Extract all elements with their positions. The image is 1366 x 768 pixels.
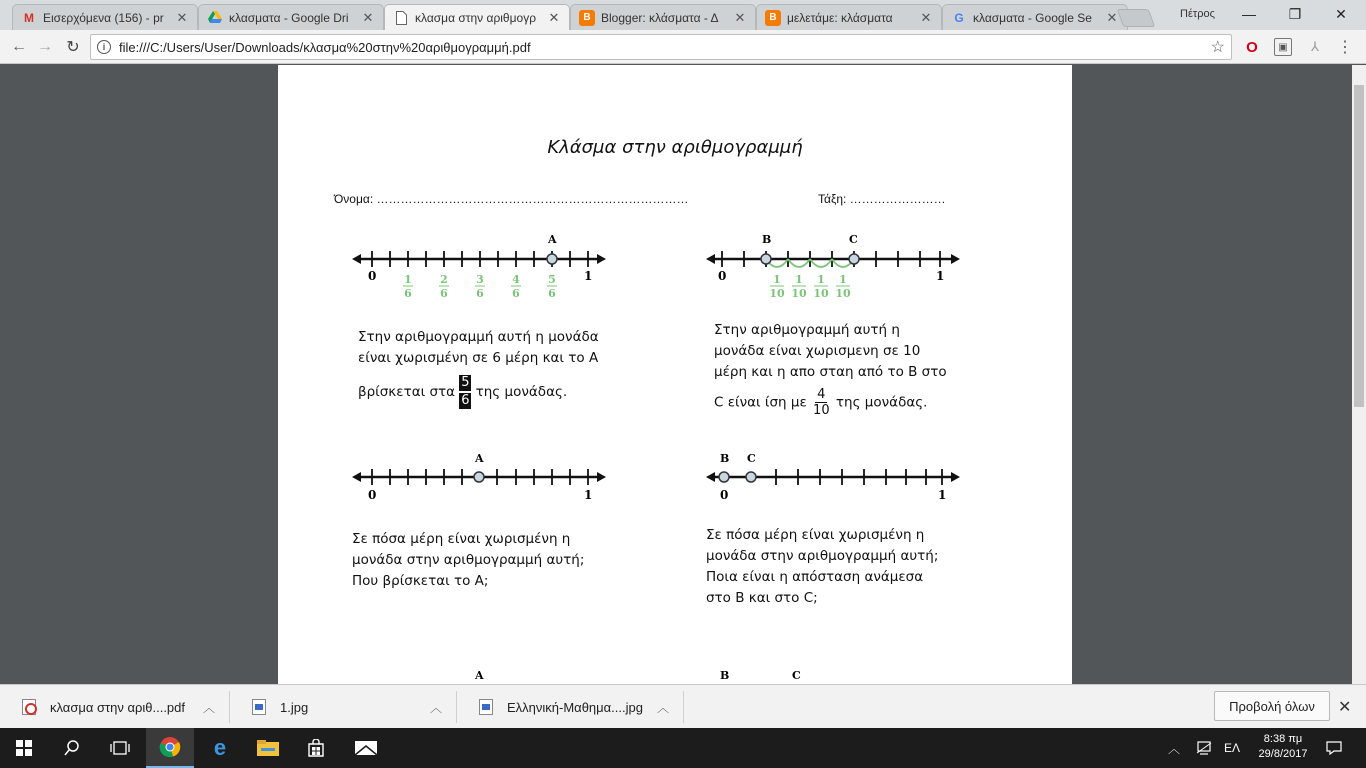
download-item-pdf[interactable] <box>0 691 230 723</box>
menu-icon[interactable]: ⋮ <box>1337 39 1353 56</box>
fraction-denominator: 6 <box>512 287 520 300</box>
start-label: 0 <box>368 269 377 283</box>
text-line: μέρη και η απο σταη από το Β στο <box>714 364 947 380</box>
text-line: C είναι ίση με <box>714 394 807 411</box>
date: 29/8/2017 <box>1258 748 1308 760</box>
blogger-icon: B <box>765 10 781 26</box>
tab-blogger-1[interactable] <box>570 4 756 30</box>
text-line: της μονάδας. <box>475 384 568 400</box>
search-icon[interactable] <box>48 728 96 768</box>
name-field: Όνομα: …………………………………………………………………… <box>334 192 689 206</box>
text-line: Στην αριθμογραμμή αυτή η <box>714 322 900 338</box>
text-line: βρίσκεται στα <box>358 384 456 400</box>
text-line: στο Β και στο C; <box>706 590 818 606</box>
fraction-numerator: 1 <box>795 273 803 286</box>
pdf-extension-icon[interactable]: ⅄ <box>1311 39 1319 54</box>
close-icon[interactable]: ✕ <box>548 10 560 25</box>
scrollbar-thumb[interactable] <box>1354 85 1364 407</box>
point-a-marker <box>474 472 484 482</box>
text-line: Σε πόσα μέρη είναι χωρισμένη η <box>352 531 571 547</box>
tab-title: κλασματα - Google Se <box>973 10 1092 25</box>
fraction-numerator: 2 <box>440 273 448 286</box>
chevron-up-icon[interactable]: ︿ <box>656 700 669 715</box>
fraction-denominator: 10 <box>813 287 829 300</box>
text-line: μονάδα στην αριθμογραμμή αυτή; <box>352 552 585 568</box>
image-file-icon <box>479 699 493 715</box>
info-icon[interactable]: i <box>97 40 111 54</box>
text-line: Ποια είναι η απόσταση ανάμεσα <box>706 569 924 585</box>
paragraph-2 <box>714 320 1014 418</box>
download-item-jpg-1[interactable] <box>230 691 457 723</box>
text-line: της μονάδας. <box>835 394 928 411</box>
tab-gmail[interactable] <box>12 4 198 30</box>
text-line: είναι χωρισμένη σε 6 μέρη και το Α <box>358 350 599 366</box>
back-arrow-icon[interactable]: ← <box>11 38 27 55</box>
download-name: κλασμα στην αριθ....pdf <box>50 699 186 715</box>
close-icon[interactable]: ✕ <box>362 9 374 25</box>
tab-blogger-2[interactable] <box>756 4 942 30</box>
text-line: μονάδα είναι χωρισμενη σε 10 <box>714 343 921 359</box>
tab-title: μελετάμε: κλάσματα <box>787 10 893 25</box>
task-view-icon[interactable] <box>96 728 144 768</box>
fraction-denominator: 10 <box>769 287 785 300</box>
fraction-denominator: 10 <box>835 287 851 300</box>
point-b-label: B <box>720 452 730 465</box>
close-icon[interactable]: ✕ <box>734 9 746 25</box>
windows-start-icon[interactable] <box>0 728 48 768</box>
new-tab-button[interactable] <box>1117 9 1156 27</box>
fraction-denominator: 6 <box>461 393 470 408</box>
point-a-marker <box>547 254 557 264</box>
user-profile[interactable]: Πέτρος <box>1180 8 1215 20</box>
point-a-label: A <box>548 233 557 246</box>
blogger-icon: B <box>579 10 595 26</box>
download-name: Ελληνική-Μαθημα....jpg <box>507 699 643 715</box>
store-icon[interactable] <box>292 728 340 768</box>
point-b-label: B <box>762 233 772 246</box>
google-icon: G <box>954 10 964 25</box>
fraction-numerator: 4 <box>512 273 520 286</box>
number-line-4 <box>706 453 966 503</box>
chrome-icon[interactable] <box>146 728 194 768</box>
fraction-highlighted <box>459 375 471 409</box>
close-window-button[interactable]: ✕ <box>1335 5 1347 22</box>
text-line: Σε πόσα μέρη είναι χωρισμένη η <box>706 527 925 543</box>
text-line: Στην αριθμογραμμή αυτή η μονάδα <box>358 329 599 345</box>
fraction-numerator: 4 <box>817 387 826 402</box>
pdf-page <box>278 65 1072 684</box>
number-line-2 <box>706 233 966 313</box>
vertical-scrollbar[interactable] <box>1352 65 1366 684</box>
tab-strip <box>0 0 1366 30</box>
fraction-denominator: 10 <box>791 287 807 300</box>
next-point-c-label: C <box>792 669 801 682</box>
fraction-denominator: 10 <box>813 403 830 418</box>
paragraph-4 <box>706 525 1006 609</box>
language-indicator[interactable]: ΕΛ <box>1224 741 1241 755</box>
point-b-marker <box>719 472 729 482</box>
url-text: file:///C:/Users/User/Downloads/κλασμα%20στην%20αριθμογραμμή.pdf <box>119 39 531 55</box>
forward-arrow-icon[interactable]: → <box>37 38 53 55</box>
show-all-button[interactable]: Προβολή όλων <box>1214 691 1330 721</box>
tab-google-drive[interactable] <box>198 4 384 30</box>
point-b-marker <box>761 254 771 264</box>
tab-title: Εισερχόμενα (156) - pr <box>43 10 164 25</box>
end-label: 1 <box>938 488 947 502</box>
close-icon[interactable]: ✕ <box>1338 699 1352 716</box>
restore-button[interactable]: ❐ <box>1288 5 1302 22</box>
download-item-jpg-2[interactable] <box>457 691 684 723</box>
point-c-label: C <box>849 233 858 246</box>
close-icon[interactable]: ✕ <box>1106 9 1118 25</box>
fraction-denominator: 6 <box>548 287 556 300</box>
mail-icon[interactable] <box>342 728 390 768</box>
fraction-numerator: 5 <box>461 375 470 390</box>
end-label: 1 <box>936 269 945 283</box>
paragraph-3 <box>352 529 652 592</box>
time: 8:38 πμ <box>1263 733 1303 745</box>
fraction-numerator: 1 <box>773 273 781 286</box>
point-c-marker <box>849 254 859 264</box>
taskbar <box>0 728 1366 768</box>
tab-title: κλασμα στην αριθμογρ <box>415 11 537 25</box>
point-a-label: A <box>475 452 484 465</box>
fraction <box>813 387 830 418</box>
extension-icon[interactable]: ▣ <box>1274 38 1292 56</box>
close-icon[interactable]: ✕ <box>176 9 188 25</box>
point-c-label: C <box>747 452 756 465</box>
start-label: 0 <box>718 269 727 283</box>
chevron-up-icon[interactable]: ︿ <box>429 700 442 715</box>
opera-extension-icon[interactable]: O <box>1246 38 1258 56</box>
next-point-b-label: B <box>720 669 730 682</box>
fraction-denominator: 6 <box>404 287 412 300</box>
start-label: 0 <box>368 488 377 502</box>
pdf-file-icon <box>22 699 36 715</box>
pdf-title: Κλάσμα στην αριθμογραμμή <box>547 137 803 158</box>
browser-toolbar <box>0 30 1366 64</box>
end-label: 1 <box>584 488 593 502</box>
notification-icon[interactable] <box>1326 728 1342 768</box>
tab-google-search[interactable] <box>942 4 1128 30</box>
edge-icon[interactable]: e <box>213 735 227 760</box>
number-line-3 <box>352 453 612 503</box>
fraction-numerator: 5 <box>548 273 556 286</box>
chevron-up-icon[interactable]: ︿ <box>1168 741 1181 756</box>
next-point-a-label: A <box>475 669 484 682</box>
download-name: 1.jpg <box>280 699 309 715</box>
close-icon[interactable]: ✕ <box>920 9 932 25</box>
google-drive-icon <box>207 10 223 26</box>
reload-icon[interactable]: ↻ <box>66 39 80 56</box>
fraction-numerator: 1 <box>404 273 412 286</box>
fraction-numerator: 3 <box>476 273 484 286</box>
clock[interactable] <box>1248 732 1318 762</box>
pdf-viewport[interactable] <box>0 65 1352 684</box>
paragraph-1 <box>358 327 658 409</box>
number-line-1 <box>352 233 612 313</box>
tab-pdf-active[interactable] <box>384 4 570 31</box>
gmail-icon: M <box>24 10 34 25</box>
network-icon[interactable] <box>1196 728 1212 768</box>
class-field: Τάξη: …………………… <box>818 192 946 206</box>
text-line: μονάδα στην αριθμογραμμή αυτή; <box>706 548 939 564</box>
tab-title: Blogger: κλάσματα - Δ <box>601 10 719 25</box>
minimize-button[interactable]: — <box>1242 6 1256 22</box>
end-label: 1 <box>584 269 593 283</box>
fraction-numerator: 1 <box>817 273 825 286</box>
star-icon[interactable]: ☆ <box>1210 39 1225 56</box>
start-label: 0 <box>720 488 729 502</box>
tab-title: κλασματα - Google Dri <box>229 10 349 25</box>
fraction-numerator: 1 <box>839 273 847 286</box>
chevron-up-icon[interactable]: ︿ <box>202 700 215 715</box>
download-bar <box>0 684 1366 728</box>
fraction-denominator: 6 <box>476 287 484 300</box>
image-file-icon <box>252 699 266 715</box>
fraction-denominator: 6 <box>440 287 448 300</box>
text-line: Που βρίσκεται το Α; <box>352 573 489 589</box>
document-icon <box>393 10 409 26</box>
address-bar[interactable] <box>90 34 1232 60</box>
point-c-marker <box>746 472 756 482</box>
file-explorer-icon[interactable] <box>244 728 292 768</box>
